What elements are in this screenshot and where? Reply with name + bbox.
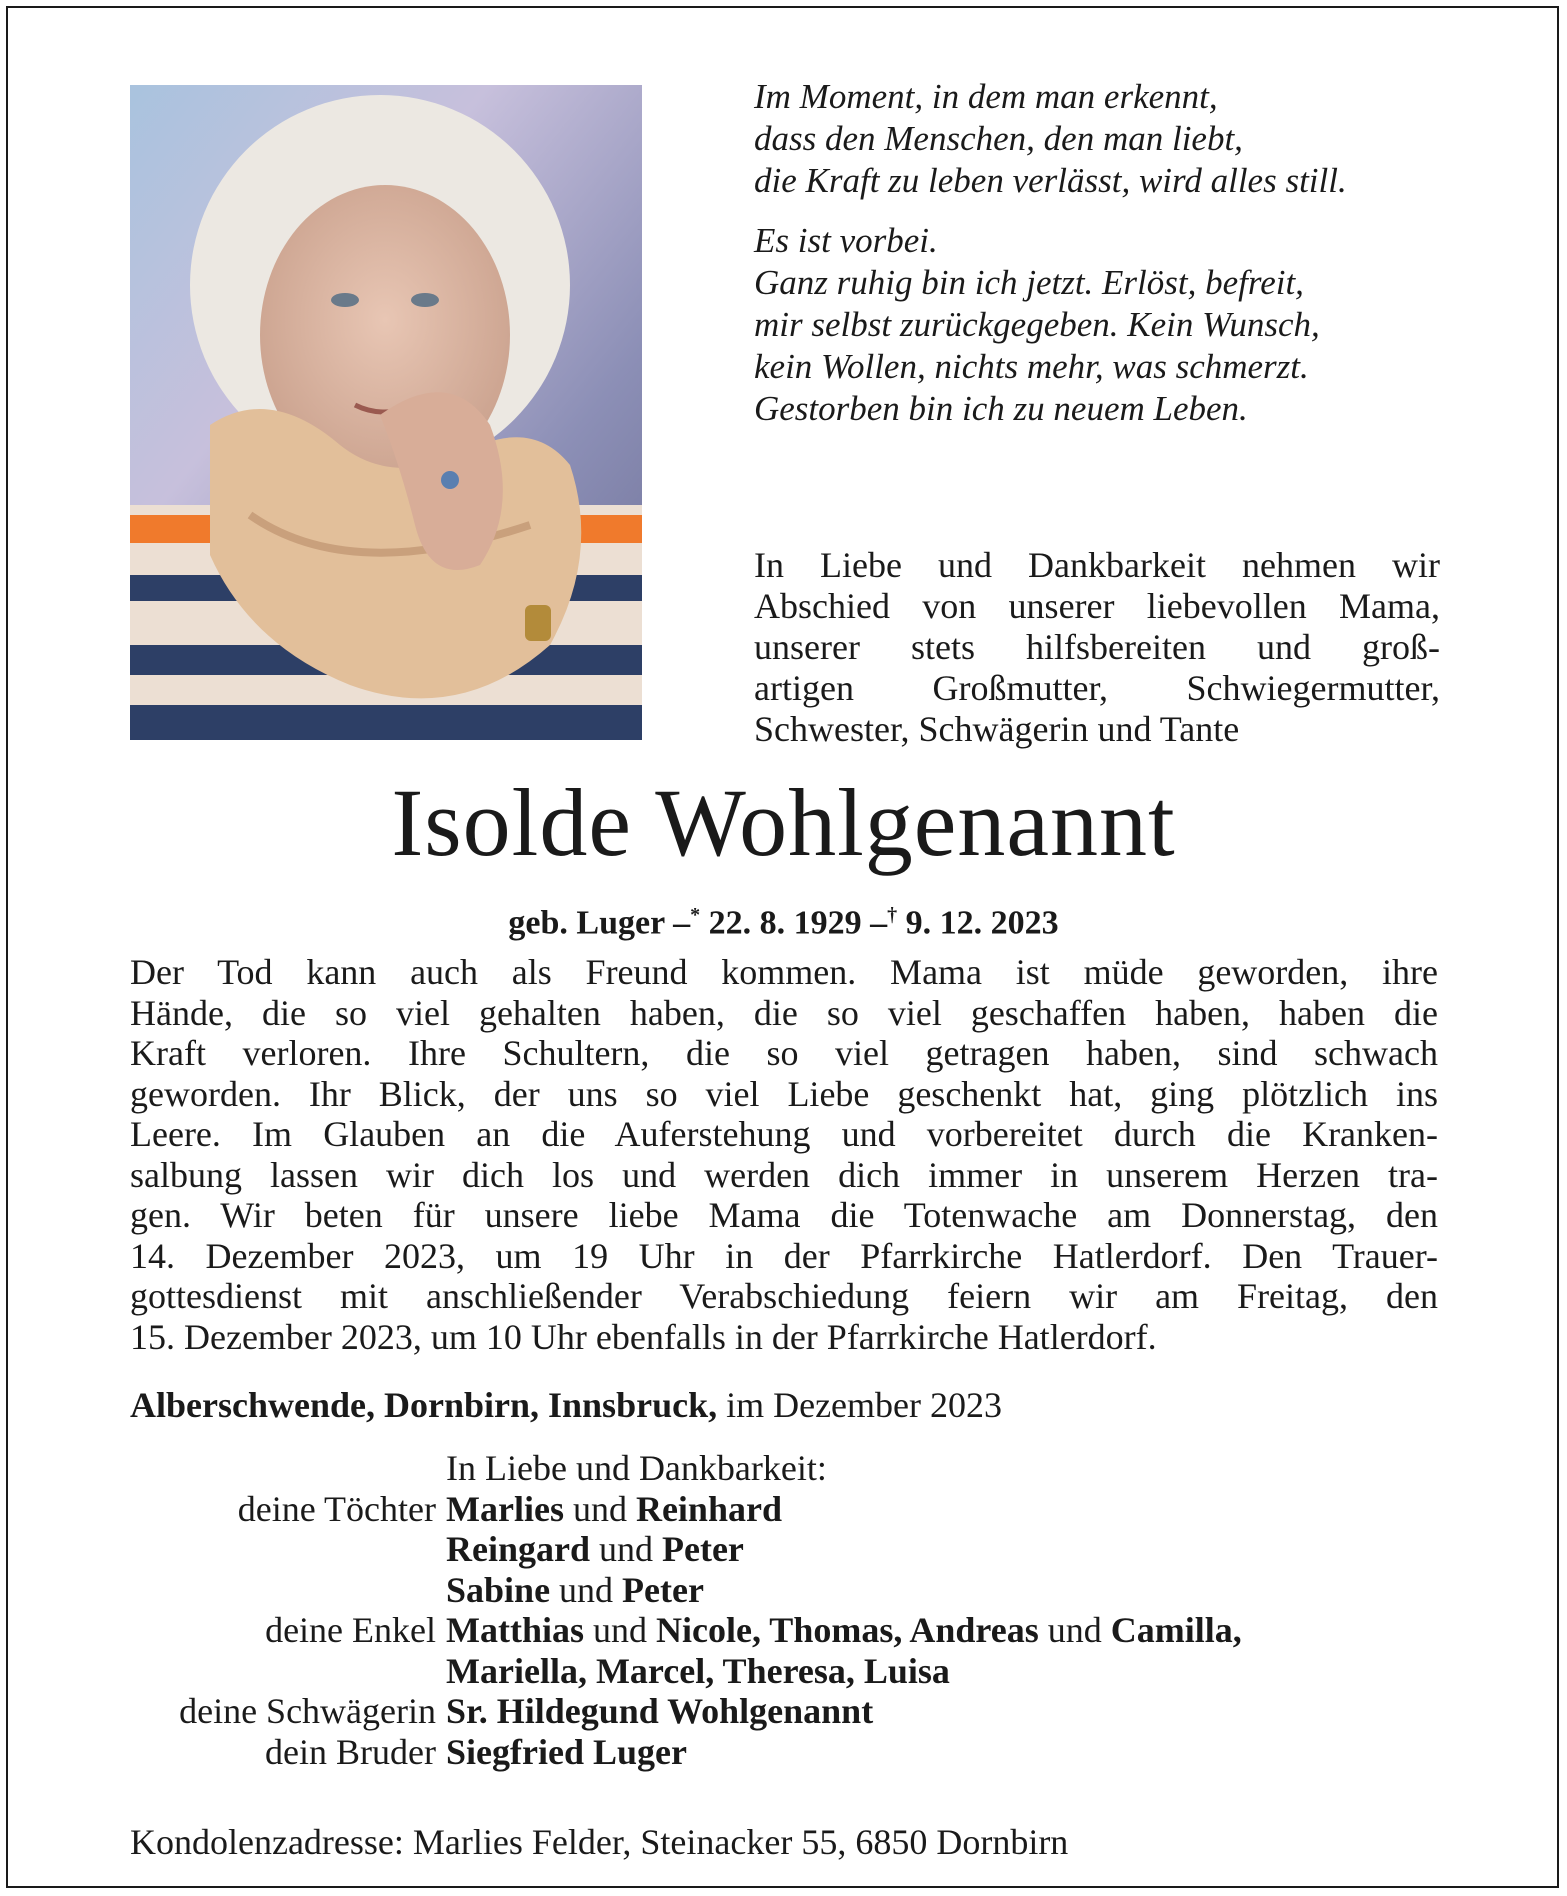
separator: – [673,904,691,942]
portrait-photo [130,85,642,740]
poem-line: kein Wollen, nichts mehr, was schmerzt. [754,347,1309,386]
condolence-address: Kondolenzadresse: Marlies Felder, Steinacker 55, 6850 Dornbirn [130,1822,1069,1862]
family-label: dein Bruder [265,1731,436,1772]
and-word: und [599,1529,653,1569]
family-member: Mariella, Marcel, Theresa, Luisa [446,1650,950,1691]
death-date: 9. 12. 2023 [905,904,1059,942]
family-member: Reinhard [635,1488,782,1529]
poem-stanza-2 [754,220,1474,430]
and-word: und [572,1488,627,1529]
body-line: geworden. Ihr Blick, der uns so viel Liebe geschenkt hat, ging plötzlich ins [130,1073,1438,1114]
intro-line: Abschied von unserer liebevollen Mama, [754,586,1440,626]
body-line: Hände, die so viel gehalten haben, die so viel geschaffen haben, haben die [130,992,1438,1033]
family-member: Matthias [446,1610,584,1650]
family-row-grandchildren [130,1610,1460,1651]
and-word: und [1047,1610,1102,1650]
poem-line: mir selbst zurückgegeben. Kein Wunsch, [754,305,1320,344]
family-row-daughters [130,1489,1460,1530]
family-label: deine Enkel [265,1610,436,1650]
birth-date: 22. 8. 1929 [708,904,862,942]
family-header: In Liebe und Dankbarkeit: [446,1448,827,1488]
body-paragraph [130,952,1438,1357]
family-member: Peter [662,1529,744,1569]
poem-stanza-1 [754,76,1474,202]
body-line: Kraft verloren. Ihre Schultern, die so viel getragen haben, sind schwach [130,1033,1438,1073]
body-line: Leere. Im Glauben an die Auferstehung und vorbereitet durch die Kranken- [130,1114,1438,1154]
body-line: 14. Dezember 2023, um 19 Uhr in der Pfarrkirche Hatlerdorf. Den Trauer- [130,1235,1438,1276]
maiden-name: geb. Luger [508,904,665,942]
family-member: Reingard [446,1529,590,1569]
family-label [130,1651,446,1692]
poem-line: Im Moment, in dem man erkennt, [754,77,1218,116]
poem-line: Gestorben bin ich zu neuem Leben. [754,389,1248,428]
family-list [130,1448,1460,1772]
family-label [130,1448,446,1489]
family-row-grandchildren [130,1651,1460,1692]
and-word: und [593,1610,647,1650]
family-label: deine Schwägerin [179,1691,436,1731]
body-line: gottesdienst mit anschließender Verabschiedung feiern wir am Freitag, den [130,1276,1438,1316]
poem [754,76,1474,448]
deceased-name: Isolde Wohlgenannt [391,769,1176,876]
body-line: salbung lassen wir dich los und werden dich immer in unserem Herzen tra- [130,1154,1438,1195]
family-row-brother [130,1732,1460,1773]
poem-line: dass den Menschen, den man liebt, [754,119,1243,158]
life-dates [0,893,1567,945]
family-row-daughters [130,1529,1460,1570]
family-member: Camilla, [1110,1610,1242,1650]
towns: Alberschwende, Dornbirn, Innsbruck, [130,1385,718,1425]
and-word: und [559,1569,614,1610]
family-label [130,1529,446,1570]
family-member: Nicole, Thomas, Andreas [656,1610,1039,1650]
family-member: Peter [622,1569,704,1610]
family-row-daughters [130,1570,1460,1611]
intro-paragraph [754,545,1440,750]
poem-line: Ganz ruhig bin ich jetzt. Erlöst, befreit, [754,263,1304,302]
body-line: Der Tod kann auch als Freund kommen. Mama ist müde geworden, ihre [130,952,1438,992]
family-label: deine Töchter [237,1488,436,1529]
death-mark: † [887,904,898,926]
intro-line: unserer stets hilfsbereiten und groß- [754,627,1440,667]
body-line: 15. Dezember 2023, um 10 Uhr ebenfalls in der Pfarrkirche Hatlerdorf. [130,1316,1157,1357]
place-date-line [130,1383,1002,1427]
poem-line: die Kraft zu leben verlässt, wird alles still. [754,161,1347,200]
separator: – [870,904,888,942]
intro-line: Schwester, Schwägerin und Tante [754,709,1240,749]
body-line: gen. Wir beten für unsere liebe Mama die Totenwache am Donnerstag, den [130,1195,1438,1235]
family-member: Marlies [446,1488,564,1529]
family-member: Siegfried Luger [446,1731,687,1772]
family-member: Sr. Hildegund Wohlgenannt [446,1691,874,1731]
birth-mark: * [690,904,701,926]
poem-line: Es ist vorbei. [754,221,938,260]
intro-line: artigen Großmutter, Schwiegermutter, [754,668,1440,708]
intro-line: In Liebe und Dankbarkeit nehmen wir [754,545,1440,585]
family-label [130,1570,446,1611]
family-row-sister-in-law [130,1691,1460,1732]
month-year: im Dezember 2023 [726,1385,1002,1425]
family-member: Sabine [446,1569,551,1610]
